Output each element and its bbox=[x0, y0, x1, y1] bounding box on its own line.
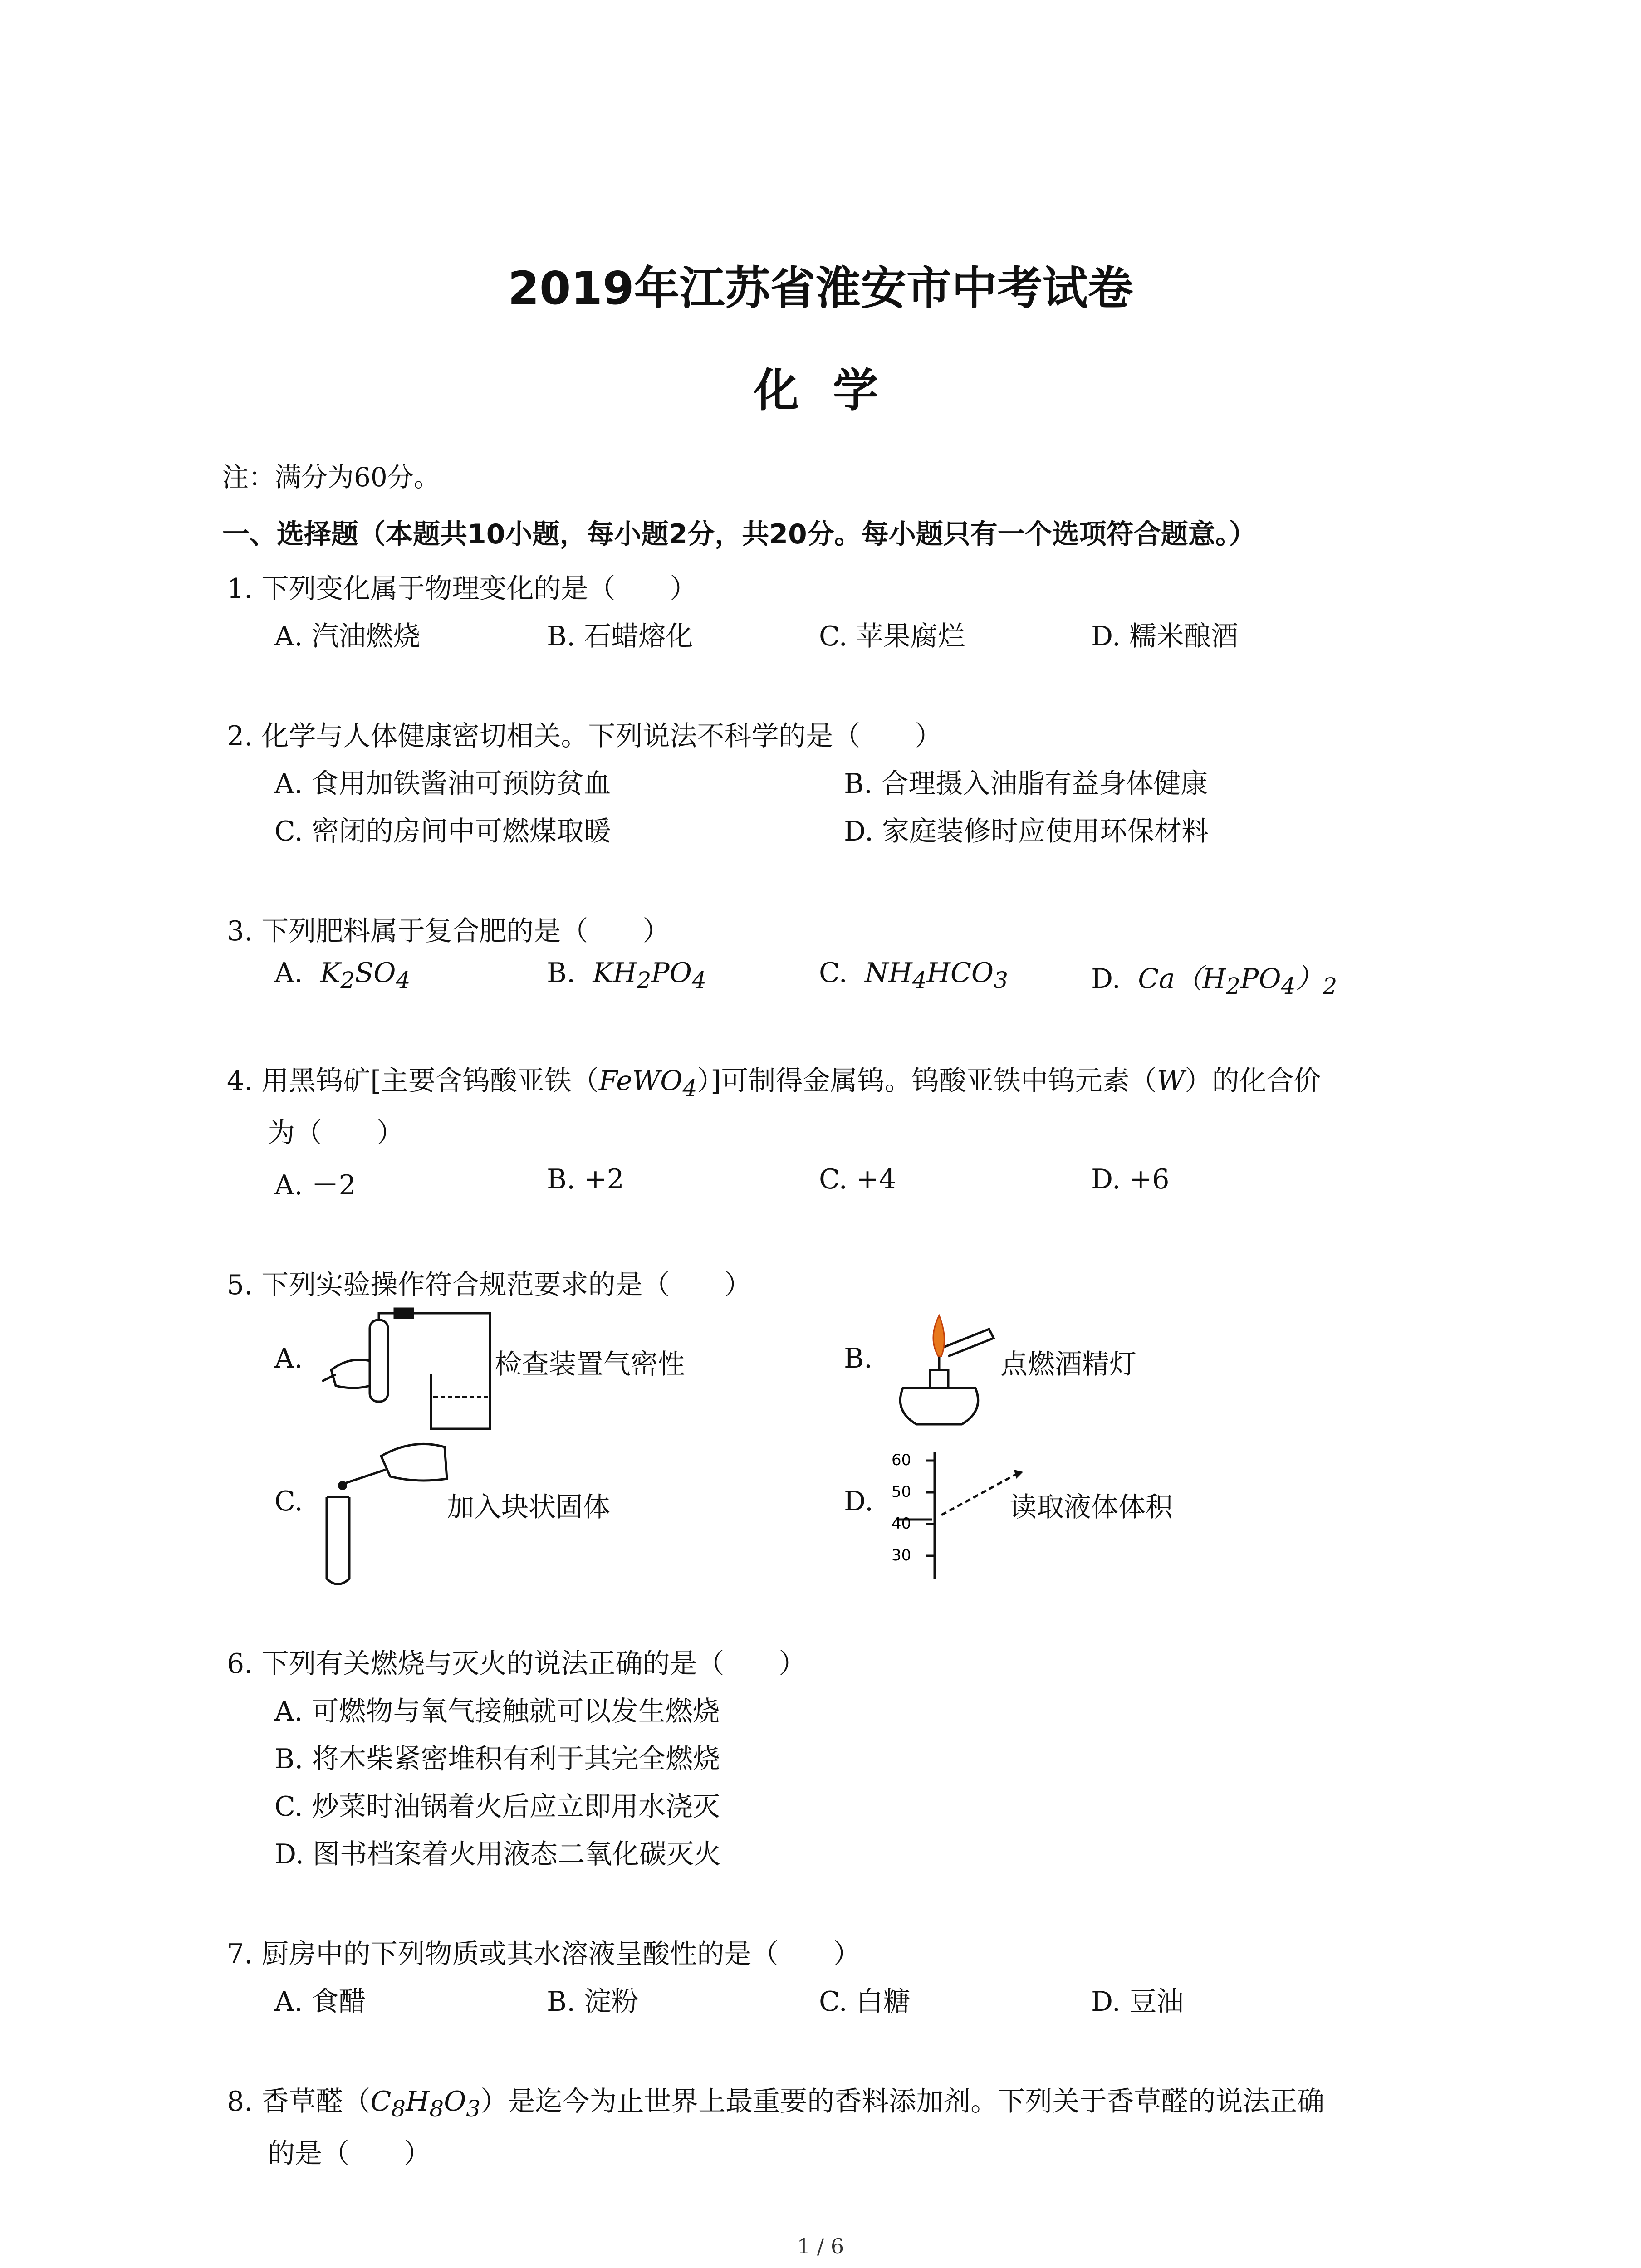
q1-option-d: D. 糯米酿酒 bbox=[1091, 621, 1239, 652]
cylinder-tick-30: 30 bbox=[892, 1546, 911, 1564]
q6-option-d: D. 图书档案着火用液态二氧化碳灭火 bbox=[274, 1838, 721, 1870]
q7-option-a: A. 食醋 bbox=[274, 1986, 366, 2018]
q3-option-c-label: C. bbox=[819, 957, 847, 989]
section-heading: 一、选择题（本题共10小题，每小题2分，共20分。每小题只有一个选项符合题意。） bbox=[222, 518, 1256, 550]
q5-option-d-label: D. bbox=[844, 1486, 874, 1517]
cylinder-tick-60: 60 bbox=[892, 1451, 911, 1469]
q3-option-b bbox=[547, 957, 706, 993]
graduated-cylinder-figure bbox=[885, 1447, 1030, 1583]
q7-option-c: C. 白糖 bbox=[819, 1986, 911, 2018]
q5-option-a-text: 检查装置气密性 bbox=[495, 1349, 685, 1380]
q2-option-b: B. 合理摄入油脂有益身体健康 bbox=[844, 768, 1208, 800]
formula-k2so4: $K_2SO_4$ bbox=[320, 957, 411, 993]
formula-ca-h2po4-2: $Ca(H_2PO_4)_2$ bbox=[1138, 963, 1337, 999]
symbol-w: W bbox=[1156, 1065, 1185, 1097]
formula-c8h8o3: $C_8H_8O_3$ bbox=[370, 2086, 481, 2122]
score-note: 注：满分为60分。 bbox=[222, 462, 440, 493]
q5-option-d-text: 读取液体体积 bbox=[1009, 1491, 1173, 1523]
add-solid-figure bbox=[318, 1429, 454, 1592]
exam-title: 2019年江苏省淮安市中考试卷 bbox=[508, 262, 1133, 315]
question-2-stem: 2. 化学与人体健康密切相关。下列说法不科学的是（ ） bbox=[227, 720, 942, 752]
q7-option-b: B. 淀粉 bbox=[547, 1986, 639, 2018]
question-6-stem: 6. 下列有关燃烧与灭火的说法正确的是（ ） bbox=[227, 1648, 806, 1680]
question-1-stem: 1. 下列变化属于物理变化的是（ ） bbox=[227, 573, 697, 605]
q3-option-d-label: D. bbox=[1091, 963, 1121, 995]
q4-stem-part1: 4. 用黑钨矿[主要含钨酸亚铁（ bbox=[227, 1065, 599, 1097]
q3-option-c bbox=[819, 957, 1008, 993]
q4-option-b: B. +2 bbox=[547, 1163, 624, 1195]
question-5-stem: 5. 下列实验操作符合规范要求的是（ ） bbox=[227, 1269, 752, 1301]
q5-option-a-label: A. bbox=[274, 1343, 303, 1374]
q1-option-a: A. 汽油燃烧 bbox=[274, 621, 421, 652]
q3-option-a bbox=[274, 957, 410, 993]
q4-stem-part4: ）的化合价 bbox=[1185, 1065, 1321, 1097]
q5-option-c-text: 加入块状固体 bbox=[447, 1491, 610, 1523]
q5-option-b-label: B. bbox=[844, 1343, 873, 1374]
formula-fewo4: FeWO$_4$ bbox=[598, 1065, 697, 1101]
q1-option-b: B. 石蜡熔化 bbox=[547, 621, 693, 652]
q6-option-c: C. 炒菜时油锅着火后应立即用水浇灭 bbox=[274, 1791, 720, 1823]
question-4-stem-line2: 为（ ） bbox=[268, 1117, 404, 1149]
formula-nh4hco3: $NH_4HCO_3$ bbox=[865, 957, 1008, 993]
q8-stem-part1: 8. 香草醛（ bbox=[227, 2086, 371, 2117]
cylinder-tick-40: 40 bbox=[892, 1515, 911, 1533]
q4-option-d: D. +6 bbox=[1091, 1163, 1170, 1195]
subject-title: 化 学 bbox=[754, 364, 887, 417]
q3-option-b-label: B. bbox=[547, 957, 576, 989]
question-3-stem: 3. 下列肥料属于复合肥的是（ ） bbox=[227, 915, 670, 947]
q2-option-a: A. 食用加铁酱油可预防贫血 bbox=[274, 768, 611, 800]
q3-option-d bbox=[1091, 957, 1337, 999]
q2-option-d: D. 家庭装修时应使用环保材料 bbox=[844, 816, 1209, 847]
airtight-check-figure bbox=[318, 1306, 499, 1433]
question-7-stem: 7. 厨房中的下列物质或其水溶液呈酸性的是（ ） bbox=[227, 1938, 861, 1970]
formula-kh2po4: $KH_2PO_4$ bbox=[593, 957, 706, 993]
q6-option-b: B. 将木柴紧密堆积有利于其完全燃烧 bbox=[274, 1743, 720, 1775]
alcohol-lamp-figure bbox=[885, 1302, 1003, 1438]
page-number: 1 / 6 bbox=[797, 2234, 844, 2258]
q5-option-c-label: C. bbox=[274, 1486, 303, 1517]
q8-stem-part2: ）是迄今为止世界上最重要的香料添加剂。下列关于香草醛的说法正确 bbox=[480, 2086, 1325, 2117]
q4-option-c: C. +4 bbox=[819, 1163, 896, 1195]
cylinder-tick-50: 50 bbox=[892, 1483, 911, 1501]
q2-option-c: C. 密闭的房间中可燃煤取暖 bbox=[274, 816, 611, 847]
question-8-stem-line2: 的是（ ） bbox=[268, 2138, 431, 2170]
q4-option-a: A. －2 bbox=[274, 1169, 356, 1201]
q4-stem-part2: ）]可制得金属钨。钨酸亚铁中钨元素（ bbox=[697, 1065, 1157, 1097]
q7-option-d: D. 豆油 bbox=[1091, 1986, 1184, 2018]
q3-option-a-label: A. bbox=[274, 957, 303, 989]
q6-option-a: A. 可燃物与氧气接触就可以发生燃烧 bbox=[274, 1696, 720, 1727]
question-4-stem bbox=[227, 1059, 1321, 1101]
question-8-stem bbox=[227, 2080, 1324, 2122]
q1-option-c: C. 苹果腐烂 bbox=[819, 621, 965, 652]
q5-option-b-text: 点燃酒精灯 bbox=[1000, 1349, 1136, 1380]
